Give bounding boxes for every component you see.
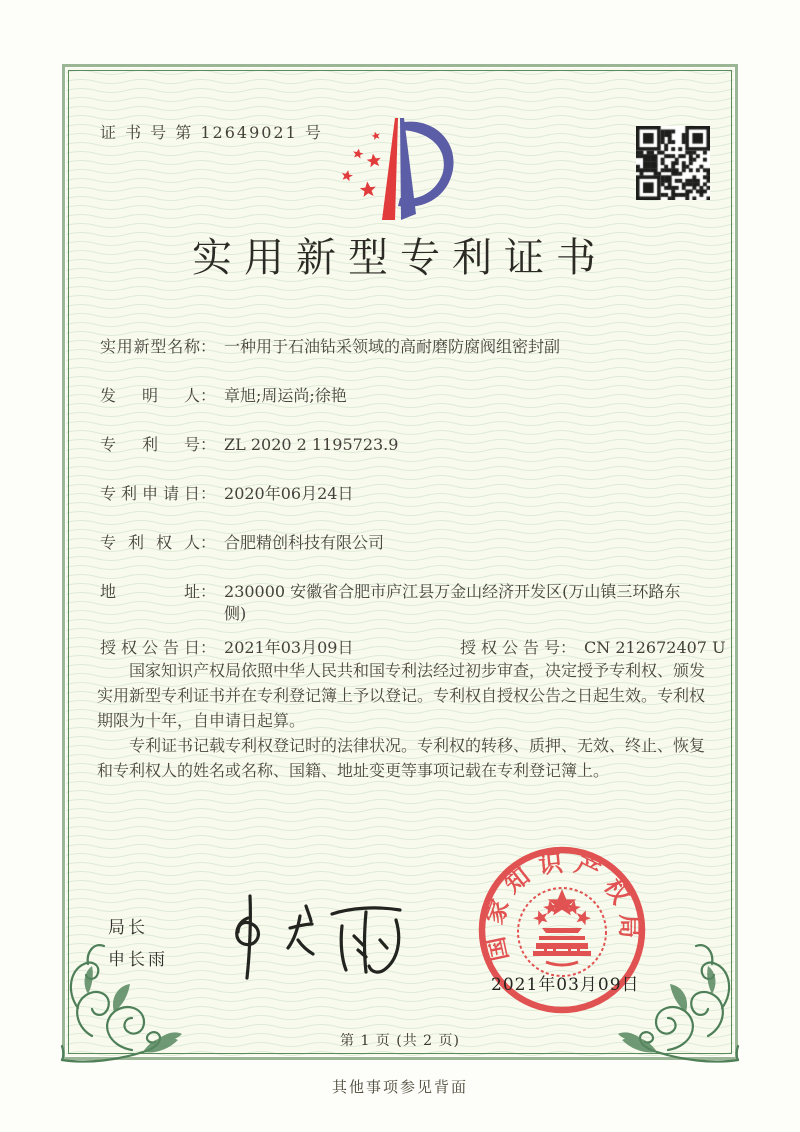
field-value: 2021年03月09日: [224, 638, 354, 657]
field-colon: ：: [200, 484, 217, 503]
certificate-number: 证 书 号 第 12649021 号: [100, 123, 323, 142]
field-colon: ：: [200, 582, 217, 601]
field-value: 一种用于石油钻采领域的高耐磨防腐阀组密封副: [224, 337, 561, 356]
field-label: 实用新型名称: [100, 337, 200, 356]
certificate-title: 实用新型专利证书: [192, 235, 608, 281]
seal-date: 2021年03月09日: [491, 975, 640, 995]
field-row-patent-no: [100, 434, 720, 456]
field-value: 合肥精创科技有限公司: [224, 533, 385, 552]
legal-paragraph-1: 国家知识产权局依照中华人民共和国专利法经过初步审查，决定授予专利权、颁发实用新型专利证书并在专利登记簿上予以登记。专利权自授权公告之日起生效。专利权期限为十年，自申请日起算。: [97, 661, 706, 730]
field-row-filing-date: [100, 483, 720, 505]
qr-code: [636, 126, 710, 200]
field-value: ZL 2020 2 1195723.9: [224, 435, 399, 454]
field-label: 专利权人: [100, 533, 200, 552]
shen-changyu-signature-icon: [214, 888, 424, 983]
officer-name: 申长雨: [108, 950, 168, 970]
field-row-address: [100, 581, 720, 625]
field-label: 地址: [100, 582, 200, 601]
field-colon: ：: [200, 638, 217, 657]
field-colon: ：: [560, 638, 577, 657]
seal-ring-text: 国家知识产权局: [478, 847, 645, 964]
field-row-grant: [100, 637, 726, 659]
cnipa-logo-icon: [338, 110, 468, 232]
field-label: 发明人: [100, 386, 200, 405]
field-label: 授权公告日: [100, 638, 200, 657]
field-label: 专利申请日: [100, 484, 200, 503]
reverse-side-note: 其他事项参见背面: [331, 1078, 468, 1096]
corner-flourish-icon: [48, 938, 228, 1073]
field-label: 授权公告号: [460, 638, 561, 657]
field-label: 专利号: [100, 435, 200, 454]
field-value: CN 212672407 U: [584, 638, 726, 657]
corner-flourish-icon: [572, 938, 752, 1073]
field-colon: ：: [200, 435, 217, 454]
page-indicator: 第 1 页 (共 2 页): [340, 1033, 460, 1049]
legal-text: [97, 658, 705, 783]
field-row-patentee: [100, 532, 720, 554]
field-list: [100, 336, 726, 686]
field-colon: ：: [200, 533, 217, 552]
field-colon: ：: [200, 386, 217, 405]
field-row-name: [100, 336, 720, 358]
field-row-inventor: [100, 385, 720, 407]
field-value: 230000 安徽省合肥市庐江县万金山经济开发区(万山镇三环路东侧): [224, 582, 681, 623]
field-colon: ：: [200, 337, 217, 356]
field-value: 2020年06月24日: [224, 484, 354, 503]
legal-paragraph-2: 专利证书记载专利权登记时的法律状况。专利权的转移、质押、无效、终止、恢复和专利权人的姓名或名称、国籍、地址变更等事项记载在专利登记簿上。: [97, 736, 706, 780]
officer-title: 局长: [108, 918, 148, 938]
field-value: 章旭;周运尚;徐艳: [224, 386, 347, 405]
